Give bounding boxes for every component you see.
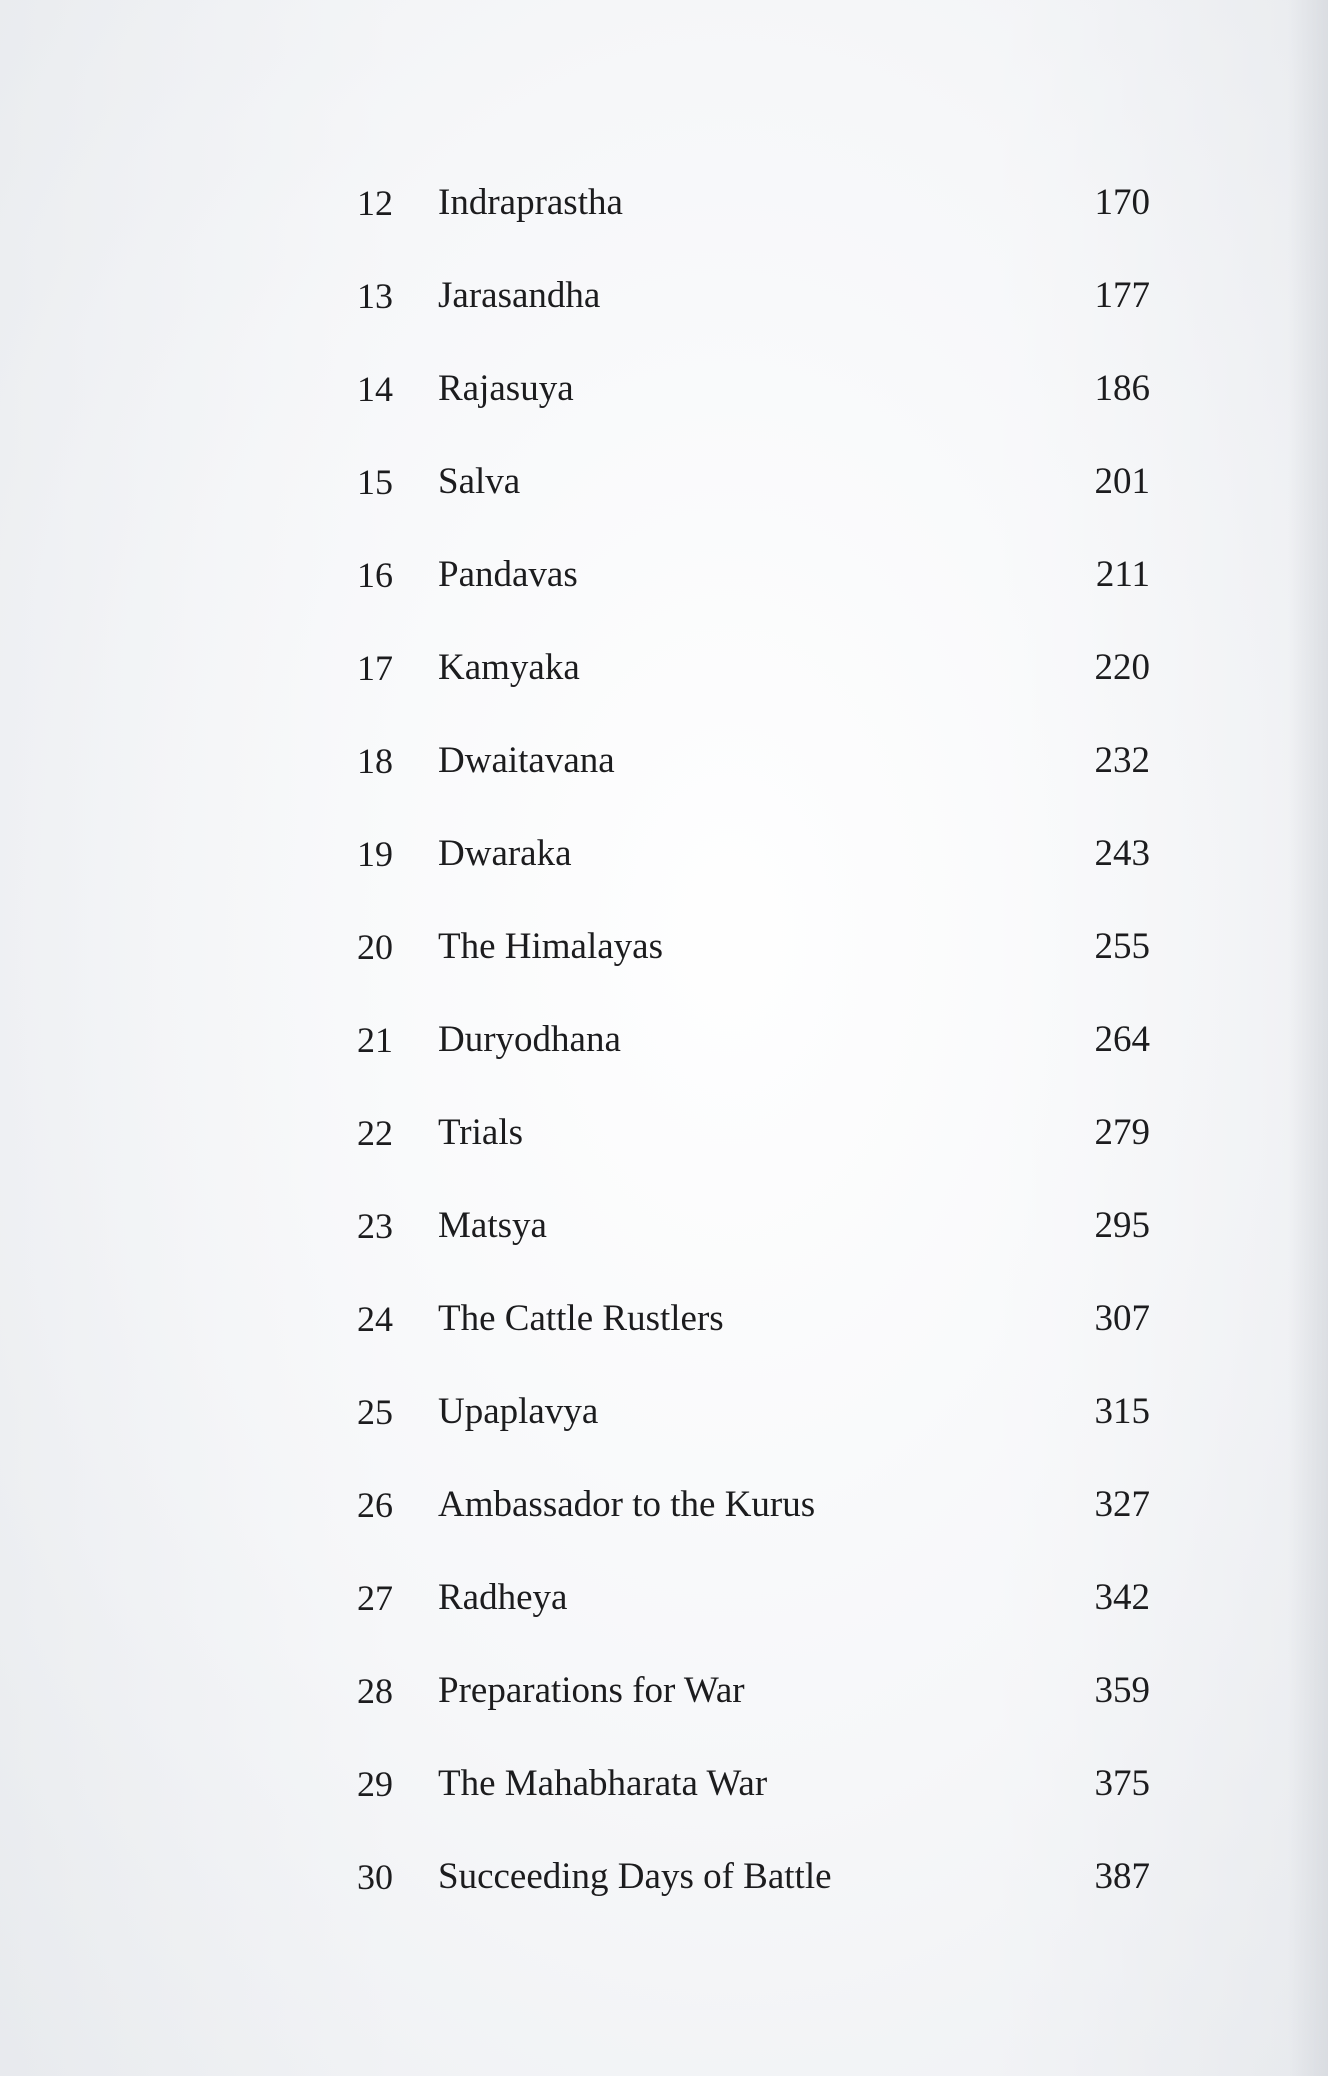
page-number: 375 [1094, 1763, 1150, 1804]
chapter-title: The Himalayas [438, 926, 663, 967]
toc-entry [0, 1568, 1328, 1628]
toc-entry [0, 638, 1328, 698]
page-number: 186 [1094, 368, 1150, 409]
chapter-number: 12 [357, 183, 393, 223]
toc-entry [0, 1103, 1328, 1163]
chapter-title: Kamyaka [438, 647, 580, 688]
toc-entry [0, 1289, 1328, 1349]
toc-entry [0, 917, 1328, 977]
page-number: 342 [1094, 1577, 1150, 1618]
chapter-title: Preparations for War [438, 1670, 745, 1711]
toc-entry [0, 1754, 1328, 1814]
toc-entry [0, 452, 1328, 512]
chapter-number: 13 [357, 276, 393, 316]
chapter-title: Trials [438, 1112, 524, 1153]
chapter-number: 15 [357, 462, 393, 502]
page-number: 255 [1094, 926, 1150, 967]
chapter-number: 30 [357, 1857, 393, 1897]
chapter-title: Dwaitavana [438, 740, 615, 781]
chapter-number: 17 [357, 648, 393, 688]
chapter-number: 27 [357, 1578, 393, 1618]
page-number: 201 [1094, 461, 1150, 502]
chapter-number: 23 [357, 1206, 393, 1246]
toc-entry [0, 1196, 1328, 1256]
chapter-number: 29 [357, 1764, 393, 1804]
chapter-title: Upaplavya [438, 1391, 599, 1432]
toc-entry [0, 1661, 1328, 1721]
chapter-number: 14 [357, 369, 393, 409]
chapter-title: The Cattle Rustlers [438, 1298, 724, 1339]
page-number: 170 [1094, 182, 1150, 223]
chapter-title: Pandavas [438, 554, 578, 595]
chapter-title: Indraprastha [438, 182, 623, 223]
chapter-title: The Mahabharata War [438, 1763, 768, 1804]
chapter-number: 26 [357, 1485, 393, 1525]
page-number: 295 [1094, 1205, 1150, 1246]
chapter-number: 19 [357, 834, 393, 874]
chapter-title: Duryodhana [438, 1019, 621, 1060]
chapter-number: 24 [357, 1299, 393, 1339]
toc-entry [0, 824, 1328, 884]
toc-entry [0, 173, 1328, 233]
page-number: 211 [1095, 554, 1150, 595]
chapter-title: Radheya [438, 1577, 568, 1618]
chapter-title: Ambassador to the Kurus [438, 1484, 816, 1525]
toc-entry [0, 1475, 1328, 1535]
page-number: 232 [1094, 740, 1150, 781]
toc-entry [0, 359, 1328, 419]
chapter-title: Succeeding Days of Battle [438, 1856, 832, 1897]
toc-entry [0, 1010, 1328, 1070]
page-number: 327 [1094, 1484, 1150, 1525]
chapter-number: 18 [357, 741, 393, 781]
page-number: 279 [1094, 1112, 1150, 1153]
page-number: 315 [1094, 1391, 1150, 1432]
toc-entry [0, 545, 1328, 605]
chapter-title: Matsya [438, 1205, 547, 1246]
chapter-title: Jarasandha [438, 275, 601, 316]
page-number: 177 [1094, 275, 1150, 316]
page-number: 307 [1094, 1298, 1150, 1339]
chapter-number: 25 [357, 1392, 393, 1432]
toc-entry [0, 266, 1328, 326]
toc-entry [0, 1382, 1328, 1442]
page-number: 264 [1094, 1019, 1150, 1060]
chapter-number: 22 [357, 1113, 393, 1153]
chapter-title: Rajasuya [438, 368, 574, 409]
chapter-number: 16 [357, 555, 393, 595]
toc-entry [0, 731, 1328, 791]
chapter-title: Dwaraka [438, 833, 572, 874]
page-number: 220 [1094, 647, 1150, 688]
page-number: 359 [1094, 1670, 1150, 1711]
chapter-number: 28 [357, 1671, 393, 1711]
page-number: 243 [1094, 833, 1150, 874]
chapter-number: 20 [357, 927, 393, 967]
chapter-number: 21 [357, 1020, 393, 1060]
page-number: 387 [1094, 1856, 1150, 1897]
toc-entry [0, 1847, 1328, 1907]
chapter-title: Salva [438, 461, 521, 502]
